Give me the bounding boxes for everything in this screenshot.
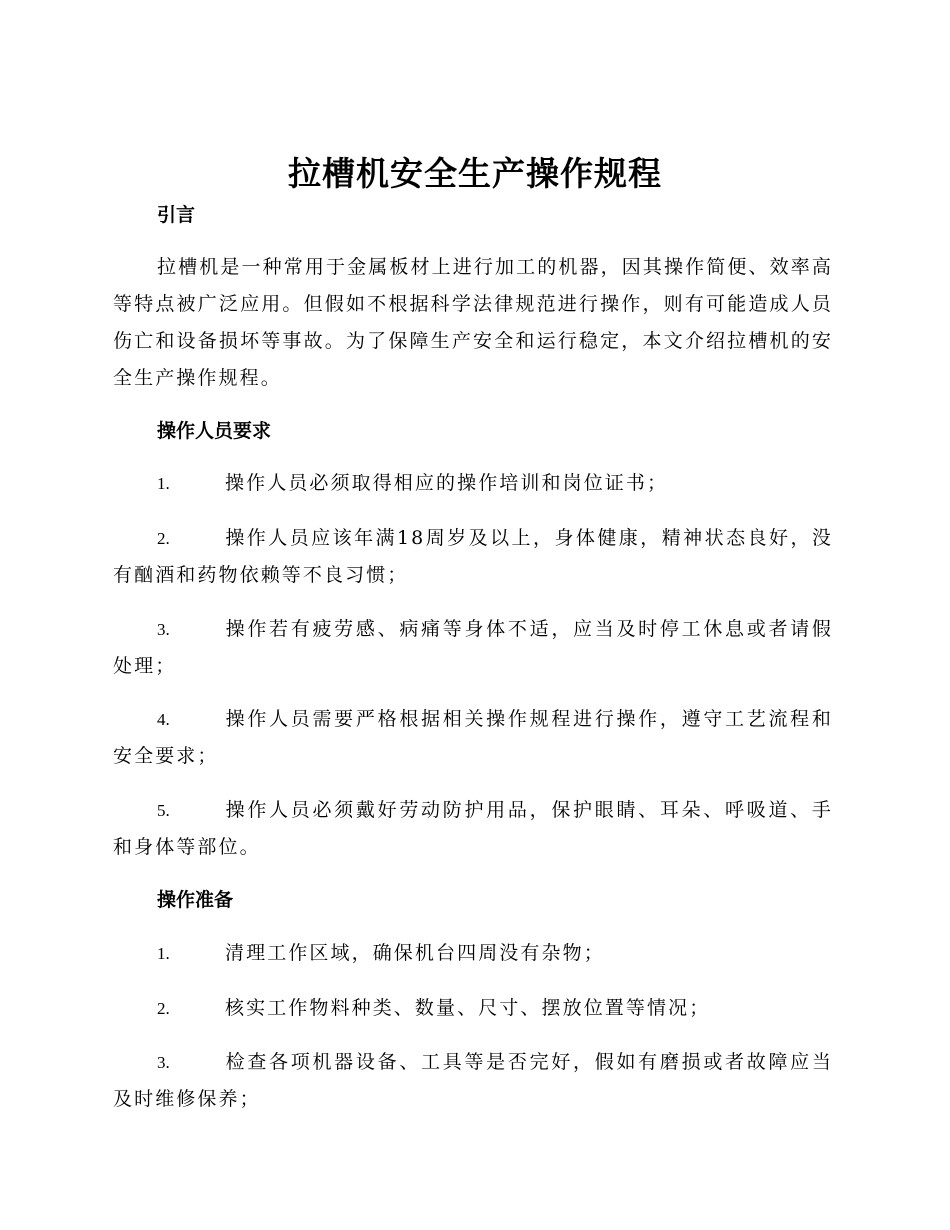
list-item-text: 清理工作区域，确保机台四周没有杂物； bbox=[225, 942, 605, 964]
section-heading-intro: 引言 bbox=[157, 204, 196, 226]
intro-paragraph: 拉槽机是一种常用于金属板材上进行加工的机器，因其操作简便、效率高等特点被广泛应用。但假如不根据科学法律规范进行操作，则有可能造成人员伤亡和设备损坏等事故。为了保障生产安全和运行稳定，本文介绍拉槽机的安全生产操作规程。 bbox=[113, 256, 833, 389]
section-heading-operator-requirements: 操作人员要求 bbox=[157, 420, 272, 442]
list-item-text: 操作若有疲劳感、病痛等身体不适，应当及时停工休息或者请假处理； bbox=[113, 618, 833, 677]
list-item-text: 核实工作物料种类、数量、尺寸、摆放位置等情况； bbox=[225, 997, 711, 1019]
document-title: 拉槽机安全生产操作规程 bbox=[288, 154, 662, 193]
list-item bbox=[113, 792, 833, 866]
list-item-number: 4. bbox=[157, 710, 170, 729]
list-item bbox=[113, 935, 833, 972]
section-heading-operation-preparation: 操作准备 bbox=[157, 889, 234, 911]
list-item bbox=[113, 520, 833, 594]
list-item bbox=[113, 990, 833, 1027]
list-item-text: 操作人员必须戴好劳动防护用品，保护眼睛、耳朵、呼吸道、手和身体等部位。 bbox=[113, 799, 833, 858]
list-item-number: 3. bbox=[157, 620, 170, 639]
list-item-number: 1. bbox=[157, 944, 170, 963]
list-item bbox=[113, 1044, 833, 1118]
list-item-number: 2. bbox=[157, 529, 170, 548]
list-item-number: 3. bbox=[157, 1053, 170, 1072]
list-item-number: 1. bbox=[157, 474, 170, 493]
list-item-text: 操作人员应该年满18周岁及以上，身体健康，精神状态良好，没有酗酒和药物依赖等不良习惯； bbox=[113, 527, 833, 586]
list-item-number: 5. bbox=[157, 801, 170, 820]
list-item-number: 2. bbox=[157, 999, 170, 1018]
list-item bbox=[113, 611, 833, 685]
list-item bbox=[113, 701, 833, 775]
list-item-text: 检查各项机器设备、工具等是否完好，假如有磨损或者故障应当及时维修保养； bbox=[113, 1051, 833, 1110]
list-item-text: 操作人员需要严格根据相关操作规程进行操作，遵守工艺流程和安全要求； bbox=[113, 708, 833, 767]
list-item bbox=[113, 465, 833, 502]
list-item-text: 操作人员必须取得相应的操作培训和岗位证书； bbox=[225, 472, 669, 494]
